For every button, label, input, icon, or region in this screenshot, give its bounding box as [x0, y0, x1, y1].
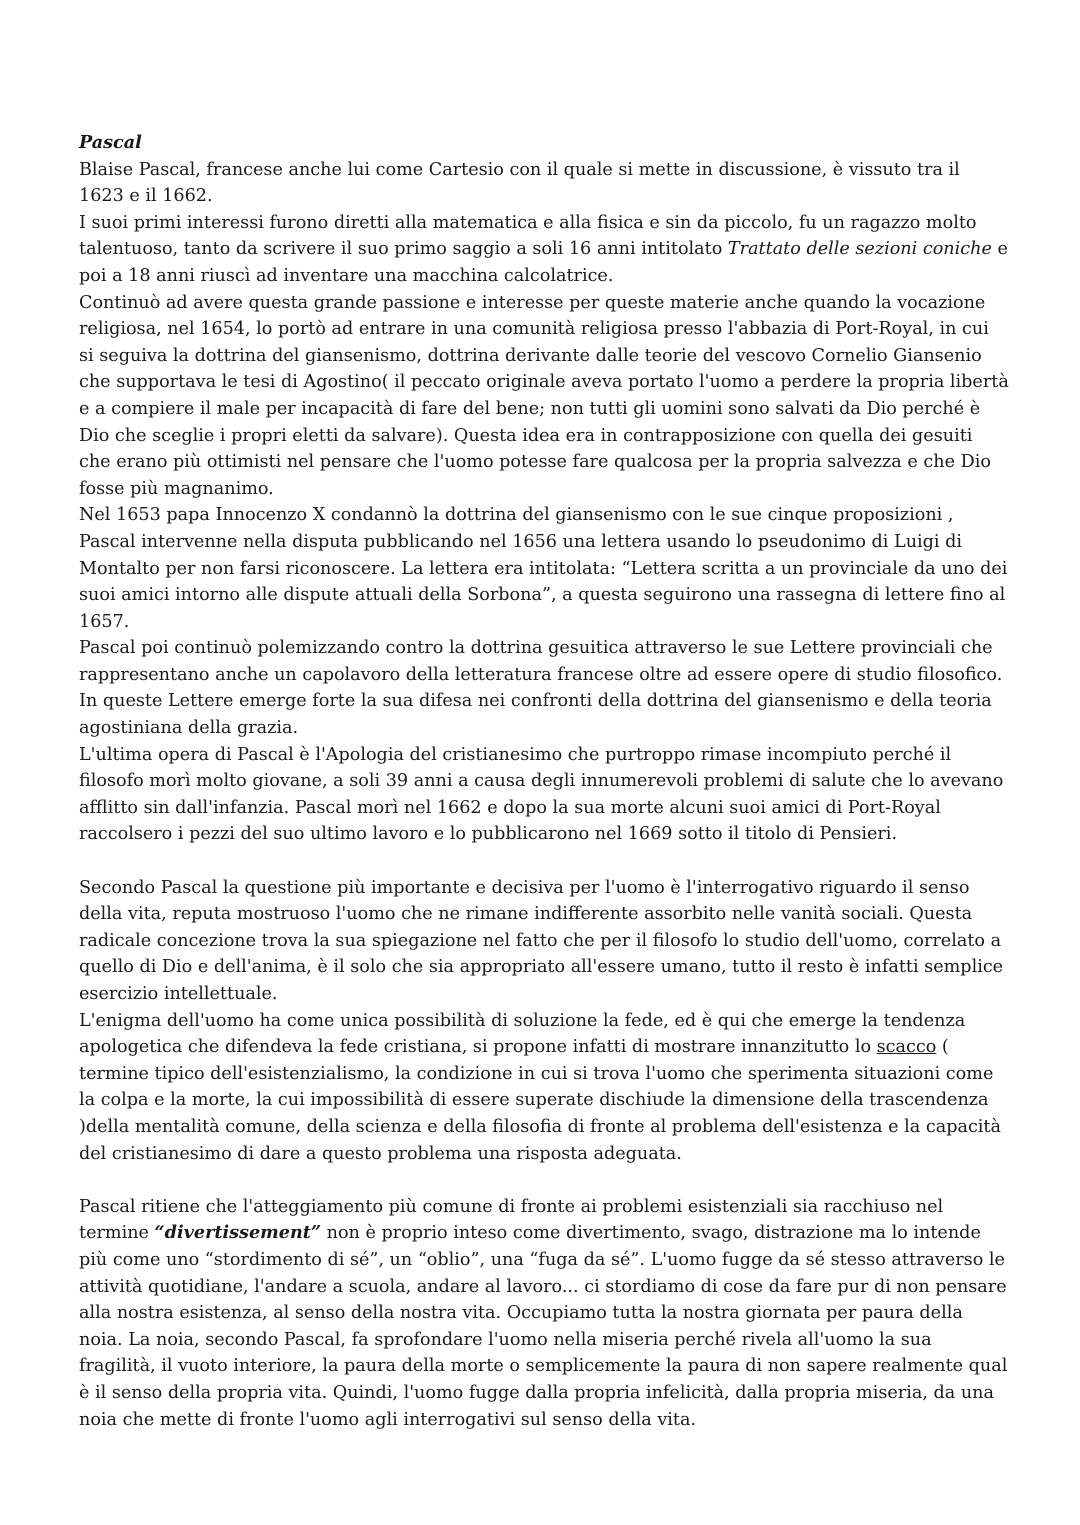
text-run: non è proprio inteso come divertimento, svago, distrazione ma lo intende più come uno “stordimento di sé”, un “oblio”, una “fuga da sé”. L'uomo fugge da sé stesso attraverso le attività quotidiane, l'andare a scuola, andare al lavoro... ci stordiamo di cose da fare pur di non pensare alla nostra esistenza, al senso della nostra vita. Occupiamo tutta la nostra giornata per paura della noia. La noia, secondo Pascal, fa sprofondare l'uomo nella miseria perché rivela all'uomo la sua fragilità, il vuoto interiore, la paura della morte o semplicemente la paura di non sapere realmente qual è il senso della propria vita. Quindi, l'uomo fugge dalla propria infelicità, dalla propria miseria, da una noia che mette di fronte l'uomo agli interrogativi sul senso della vita.	[79, 1223, 1008, 1430]
paragraph-biography-dates: Blaise Pascal, francese anche lui come Cartesio con il quale si mette in discussione, è vissuto tra il 1623 e il 1662.	[79, 159, 960, 207]
text-run: I suoi primi interessi furono diretti alla matematica e alla fisica e sin da piccolo, fu un ragazzo molto talentuoso, tanto da scrivere il suo primo saggio a soli 16 anni intitolato	[79, 212, 977, 260]
underlined-term-scacco: scacco	[876, 1037, 937, 1058]
paragraph-port-royal: Continuò ad avere questa grande passione e interesse per queste materie anche quando la vocazione religiosa, nel 1654, lo portò ad entrare in una comunità religiosa presso l'abbazia di Port-Royal, in cui si seguiva la dottrina del giansenismo, dottrina derivante dalle teorie del vescovo Cornelio Giansenio che supportava le tesi di Agostino( il peccato originale aveva portato l'uomo a perdere la propria libertà e a compiere il male per incapacità di fare del bene; non tutti gli uomini sono salvati da Dio perché è Dio che sceglie i propri eletti da salvare). Questa idea era in contrapposizione con quella dei gesuiti che erano più ottimisti nel pensare che l'uomo potesse fare qualcosa per la propria salvezza e che Dio fosse più magnanimo.	[79, 292, 1009, 499]
paragraph-provincial-letter: Nel 1653 papa Innocenzo X condannò la dottrina del giansenismo con le sue cinque proposizioni , Pascal intervenne nella disputa pubblicando nel 1656 una lettera usando lo pseudonimo di Luigi di Montalto per non farsi riconoscere. La lettera era intitolata: “Lettera scritta a un provinciale da uno dei suoi amici intorno alle dispute attuali della Sorbona”, a questa seguirono una rassegna di lettere fino al 1657.	[79, 505, 1008, 632]
bold-term-divertissement: “divertissement”	[154, 1222, 322, 1244]
paragraph-spacer	[79, 1167, 1009, 1194]
paragraph-scacco	[79, 1008, 1009, 1168]
document-page	[79, 130, 1009, 1433]
text-run: e poi a 18 anni riuscì ad inventare una macchina calcolatrice.	[79, 239, 1008, 286]
document-title: Pascal	[79, 132, 142, 153]
paragraph-divertissement	[79, 1194, 1009, 1433]
paragraph-spacer	[79, 848, 1009, 875]
text-run: Pascal ritiene che l'atteggiamento più comune di fronte ai problemi esistenziali sia racchiuso nel termine	[79, 1196, 944, 1244]
italic-work-title: Trattato delle sezioni coniche	[727, 239, 992, 260]
paragraph-lettere-provinciali: Pascal poi continuò polemizzando contro la dottrina gesuitica attraverso le sue Lettere provinciali che rappresentano anche un capolavoro della letteratura francese oltre ad essere opere di studio filosofico. In queste Lettere emerge forte la sua difesa nei confronti della dottrina del giansenismo e della teoria agostiniana della grazia.	[79, 638, 1003, 739]
paragraph-early-interests	[79, 210, 1009, 290]
paragraph-pensieri: L'ultima opera di Pascal è l'Apologia del cristianesimo che purtroppo rimase incompiuto perché il filosofo morì molto giovane, a soli 39 anni a causa degli innumerevoli problemi di salute che lo avevano afflitto sin dall'infanzia. Pascal morì nel 1662 e dopo la sua morte alcuni suoi amici di Port-Royal raccolsero i pezzi del suo ultimo lavoro e lo pubblicarono nel 1669 sotto il titolo di Pensieri.	[79, 744, 1004, 845]
paragraph-senso-della-vita: Secondo Pascal la questione più importante e decisiva per l'uomo è l'interrogativo riguardo il senso della vita, reputa mostruoso l'uomo che ne rimane indifferente assorbito nelle vanità sociali. Questa radicale concezione trova la sua spiegazione nel fatto che per il filosofo lo studio dell'uomo, correlato a quello di Dio e dell'anima, è il solo che sia appropriato all'essere umano, tutto il resto è infatti semplice esercizio intellettuale.	[79, 877, 1004, 1004]
text-run: L'enigma dell'uomo ha come unica possibilità di soluzione la fede, ed è qui che emerge la tendenza apologetica che difendeva la fede cristiana, si propone infatti di mostrare innanzitutto lo	[79, 1010, 966, 1058]
text-run: ( termine tipico dell'esistenzialismo, la condizione in cui si trova l'uomo che sperimenta situazioni come la colpa e la morte, la cui impossibilità di essere superate dischiude la dimensione della trascendenza )della mentalità comune, della scienza e della filosofia di fronte al problema dell'esistenza e la capacità del cristianesimo di dare a questo problema una risposta adeguata.	[79, 1037, 1001, 1164]
